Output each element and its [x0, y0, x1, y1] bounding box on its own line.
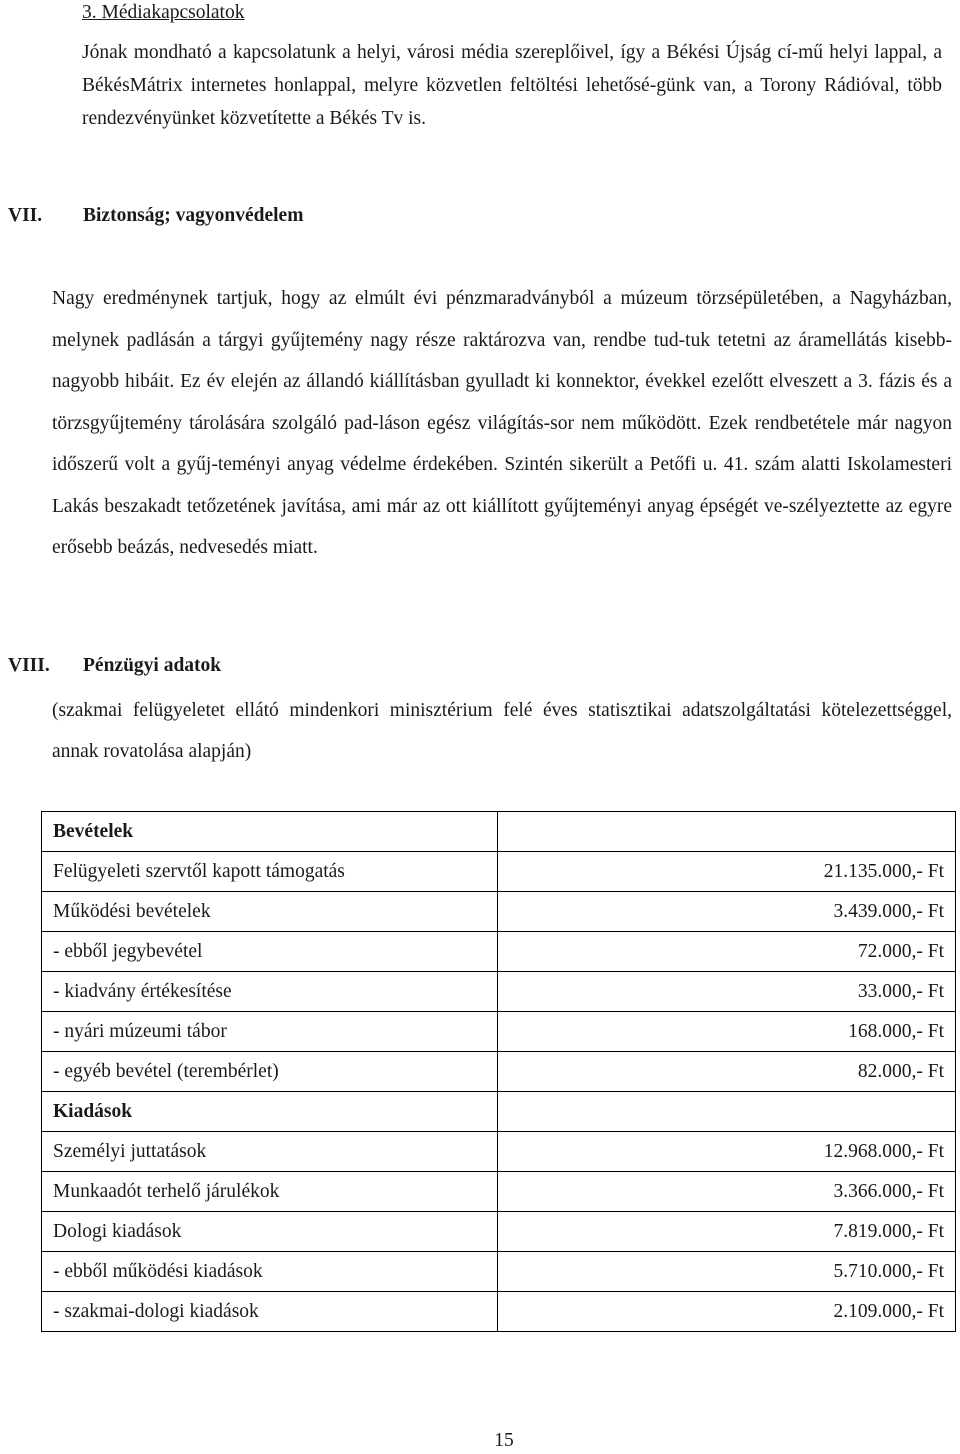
table-row-amount: 168.000,- Ft [498, 1012, 956, 1052]
media-relations-heading: 3. Médiakapcsolatok [82, 2, 245, 23]
table-row-amount [498, 1092, 956, 1132]
table-row-label: - egyéb bevétel (terembérlet) [42, 1052, 498, 1092]
table-section-label: Bevételek [42, 812, 498, 852]
table-row-label: Dologi kiadások [42, 1212, 498, 1252]
finance-paragraph: (szakmai felügyeletet ellátó mindenkori minisztérium felé éves statisztikai adatszolgáltatási kötelezettséggel, annak rovatolása alapján) [52, 700, 952, 762]
table-row-amount: 82.000,- Ft [498, 1052, 956, 1092]
table-row-amount: 5.710.000,- Ft [498, 1252, 956, 1292]
table-row-label: - ebből jegybevétel [42, 932, 498, 972]
table-row-label: Munkaadót terhelő járulékok [42, 1172, 498, 1212]
table-row-amount [498, 812, 956, 852]
table-row-amount: 21.135.000,- Ft [498, 852, 956, 892]
security-paragraph: Nagy eredménynek tartjuk, hogy az elmúlt évi pénzmaradványból a múzeum törzsépületében, a Nagyházban, melynek padlásán a tárgyi gyűjtemény nagy része raktározva van, rendbe tud-tuk tetetni az áramellátás kisebb-nagyobb hibáit. Ez év elején az állandó kiállításban gyulladt ki konnektor, évekkel ezelőtt elveszett a 3. fázis és a törzsgyűjtemény tárolására szolgáló pad-láson egész világítás-sor nem működött. Ezek rendbetétele már nagyon időszerű volt a gyűj-teményi anyag védelme érdekében. Szintén sikerült a Petőfi u. 41. szám alatti Iskolamesteri Lakás beszakadt tetőzetének javítása, ami már az ott kiállított gyűjteményi anyag épségét ve-szélyeztette az egyre erősebb beázás, nedvesedés miatt. [52, 288, 952, 558]
table-row-amount: 3.439.000,- Ft [498, 892, 956, 932]
table-row [42, 1212, 956, 1252]
media-relations-paragraph: Jónak mondható a kapcsolatunk a helyi, városi média szereplőivel, így a Békési Újság cí-mű helyi lappal, a BékésMátrix internetes honlappal, melyre közvetlen feltöltési lehetősé-günk van, a Torony Rádióval, több rendezvényünket közvetítette a Békés Tv is. [82, 42, 942, 129]
table-row [42, 932, 956, 972]
finance-table-body [42, 812, 956, 1332]
table-section-row [42, 812, 956, 852]
section-heading-security [8, 203, 303, 229]
section-number: VIII. [8, 655, 50, 676]
table-row-label: Működési bevételek [42, 892, 498, 932]
table-row-label: - ebből működési kiadások [42, 1252, 498, 1292]
table-row-amount: 33.000,- Ft [498, 972, 956, 1012]
table-row [42, 1012, 956, 1052]
table-row [42, 1172, 956, 1212]
table-row-amount: 3.366.000,- Ft [498, 1172, 956, 1212]
table-row [42, 1292, 956, 1332]
table-row-amount: 7.819.000,- Ft [498, 1212, 956, 1252]
page-number: 15 [494, 1430, 514, 1451]
table-row-label: - nyári múzeumi tábor [42, 1012, 498, 1052]
section-heading-finance [8, 653, 221, 679]
table-row [42, 852, 956, 892]
table-row [42, 1252, 956, 1292]
section-number: VII. [8, 205, 43, 226]
table-row-amount: 2.109.000,- Ft [498, 1292, 956, 1332]
table-row [42, 1132, 956, 1172]
section-title: Pénzügyi adatok [83, 655, 222, 676]
table-section-row [42, 1092, 956, 1132]
finance-table [41, 811, 956, 1332]
table-row [42, 892, 956, 932]
table-row-label: - szakmai-dologi kiadások [42, 1292, 498, 1332]
table-row-amount: 72.000,- Ft [498, 932, 956, 972]
table-section-label: Kiadások [42, 1092, 498, 1132]
table-row [42, 972, 956, 1012]
section-title: Biztonság; vagyonvédelem [83, 205, 304, 226]
table-row-label: Személyi juttatások [42, 1132, 498, 1172]
table-row-amount: 12.968.000,- Ft [498, 1132, 956, 1172]
table-row-label: - kiadvány értékesítése [42, 972, 498, 1012]
table-row-label: Felügyeleti szervtől kapott támogatás [42, 852, 498, 892]
table-row [42, 1052, 956, 1092]
